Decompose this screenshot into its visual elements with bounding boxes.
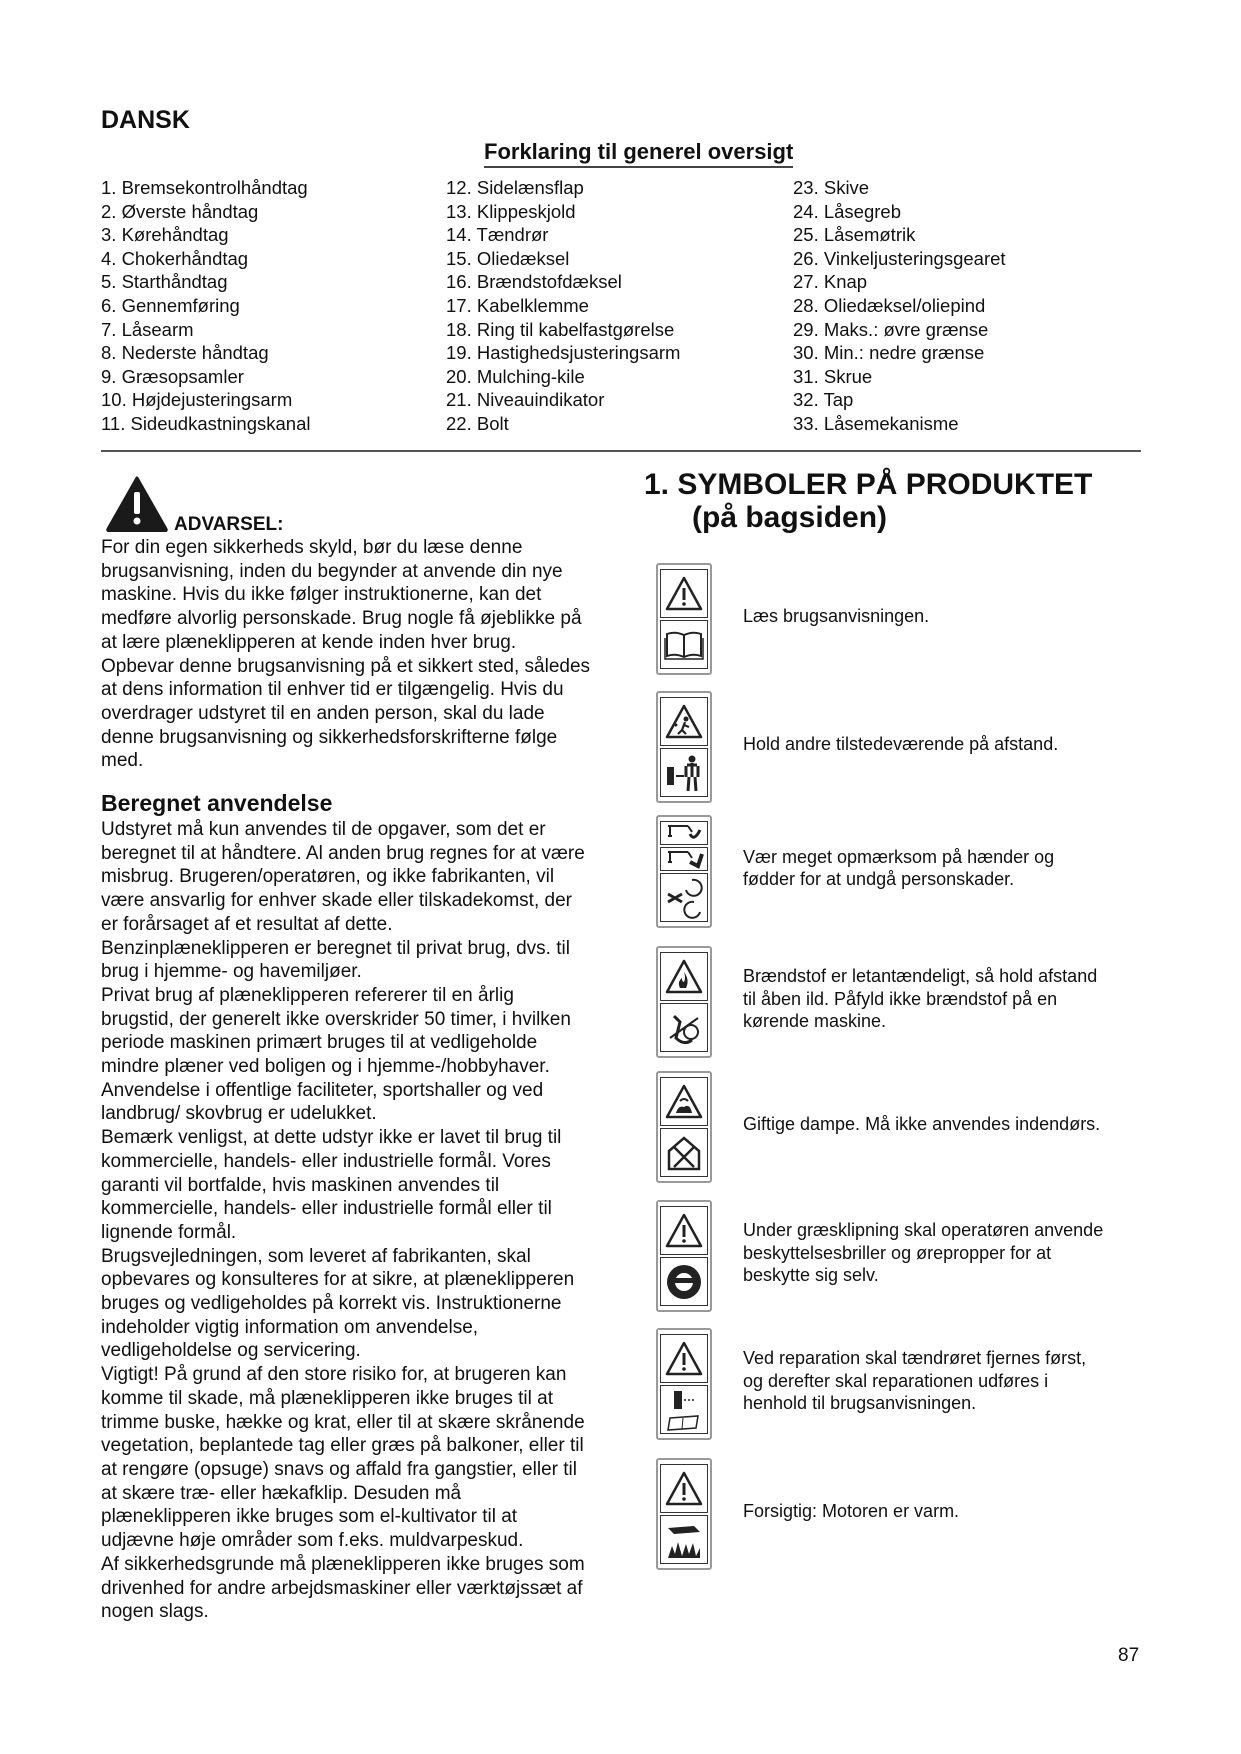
legend-item: 16. Brændstofdæksel [446, 271, 622, 293]
legend-item: 19. Hastighedsjusteringsarm [446, 342, 681, 364]
text-line: Brugsvejledningen, som leveret af fabrikanten, skal [101, 1245, 531, 1267]
text-line: kørende maskine. [743, 1011, 887, 1032]
text-line: overdrager udstyret til en anden person, skal du lade [101, 702, 545, 724]
text-line: Bemærk venligst, at dette udstyr ikke er lavet til brug til [101, 1127, 562, 1149]
symbol-description [743, 965, 1097, 1032]
legend-item: 6. Gennemføring [101, 294, 240, 316]
text-line: Opbevar denne brugsanvisning på et sikkert sted, således [101, 655, 591, 677]
hot-surface-icon [660, 1515, 708, 1564]
text-line: plæneklipperen ikke bruges som el-kultivator til at [101, 1506, 518, 1528]
text-line: misbrug. Brugeren/operatøren, og ikke fabrikanten, vil [101, 866, 555, 888]
legend-item: 27. Knap [793, 271, 868, 293]
warning-triangle-icon [660, 1334, 708, 1383]
text-line: kommercielle, handels- eller industrielle formål. Vores [101, 1150, 551, 1172]
legend-item: 20. Mulching-kile [446, 365, 585, 387]
text-line: Ved reparation skal tændrøret fjernes først, [743, 1348, 1087, 1369]
text-line: at skære træ- eller hækafklip. Desuden må [101, 1482, 462, 1504]
legend-item: 14. Tændrør [446, 224, 549, 246]
warning-triangle-icon [660, 1206, 708, 1255]
text-line: mindre plæner ved boligen og i hjemme-/hobbyhaver. [101, 1056, 550, 1078]
text-line: garanti vil bortfalde, hvis maskinen anvendes til [101, 1174, 500, 1196]
warning-label: ADVARSEL: [174, 514, 284, 535]
warning-triangle-icon [106, 476, 168, 532]
legend-item: 8. Nederste håndtag [101, 342, 269, 364]
legend-column-2 [446, 176, 680, 436]
text-line: indeholder vigtig information om anvendelse, [101, 1316, 479, 1338]
intended-use-heading: Beregnet anvendelse [101, 790, 333, 816]
symbol-description [743, 1500, 959, 1522]
rotating-blade-icon [660, 873, 708, 922]
text-line: Under græsklipning skal operatøren anvende [743, 1220, 1104, 1241]
text-line: Udstyret må kun anvendes til de opgaver, som det er [101, 819, 546, 840]
text-line: udjævne høje områder som f.eks. muldvarpeskud. [101, 1530, 524, 1552]
legend-item: 18. Ring til kabelfastgørelse [446, 318, 675, 340]
symbol-description [743, 1113, 1100, 1135]
text-line: maskine. Hvis du ikke følger instruktionerne, kan det [101, 584, 542, 606]
intended-use-text [101, 818, 585, 1624]
text-line: denne brugsanvisning og sikkerhedsforskrifterne følge [101, 726, 558, 748]
symbol-icon-group [656, 1071, 712, 1183]
text-line: Privat brug af plæneklipperen refererer til en årlig [101, 984, 514, 1006]
legend-item: 5. Starthåndtag [101, 271, 228, 293]
text-line: kommercielle, handels- eller industrielle formål eller til [101, 1198, 552, 1220]
spark-plug-manual-icon [660, 1385, 708, 1434]
text-line: Benzinplæneklipperen er beregnet til privat brug, dvs. til [101, 937, 570, 959]
legend-item: 4. Chokerhåndtag [101, 247, 249, 269]
text-line: lignende formål. [101, 1221, 237, 1243]
legend-item: 10. Højdejusteringsarm [101, 389, 293, 411]
legend-item: 22. Bolt [446, 412, 509, 434]
text-line: fødder for at undgå personskader. [743, 869, 1015, 889]
symbols-title-line1: 1. SYMBOLER PÅ PRODUKTET [644, 468, 1093, 501]
legend-title: Forklaring til generel oversigt [484, 139, 793, 168]
text-line: medføre alvorlig personskade. Brug nogle få øjeblikke på [101, 608, 582, 630]
legend-item: 12. Sidelænsflap [446, 177, 584, 198]
text-line: henhold til brugsanvisningen. [743, 1393, 977, 1414]
legend-item: 33. Låsemekanisme [793, 412, 959, 434]
section-divider [101, 450, 1141, 452]
text-line: nogen slags. [101, 1601, 209, 1623]
legend-item: 11. Sideudkastningskanal [101, 412, 311, 434]
text-line: brugstid, der generelt ikke overskrider 50 timer, i hvilken [101, 1008, 571, 1030]
text-line: vegetation, beplantede tag eller græs på balkoner, eller til [101, 1435, 584, 1457]
text-line: Forsigtig: Motoren er varm. [743, 1500, 960, 1521]
text-line: beskytte sig selv. [743, 1265, 879, 1286]
legend-item: 30. Min.: nedre grænse [793, 342, 985, 364]
text-line: Af sikkerhedsgrunde må plæneklipperen ikke bruges som [101, 1553, 585, 1575]
symbol-description [743, 605, 929, 627]
text-line: at lære plæneklipperen at kende inden hver brug. [101, 631, 517, 653]
legend-item: 3. Kørehåndtag [101, 224, 229, 246]
symbol-icon-group [656, 946, 712, 1058]
text-line: og derefter skal reparationen udføres i [743, 1370, 1049, 1391]
text-line: at rengøre (opsuge) snavs og affald fra gangstier, eller til [101, 1458, 577, 1480]
symbol-icon-group [656, 1458, 712, 1570]
legend-item: 29. Maks.: øvre grænse [793, 318, 989, 340]
legend-item: 24. Låsegreb [793, 200, 902, 222]
symbol-icon-group [656, 815, 712, 928]
toxic-fumes-icon [660, 1077, 708, 1126]
keep-distance-icon [660, 748, 708, 797]
symbol-icon-group [656, 1200, 712, 1312]
text-line: Vigtigt! På grund af den store risiko for, at brugeren kan [101, 1364, 567, 1386]
symbol-icon-group [656, 563, 712, 675]
legend-item: 17. Kabelklemme [446, 294, 589, 316]
legend-item: 31. Skrue [793, 365, 873, 387]
text-line: Brændstof er letantændeligt, så hold afstand [743, 966, 1098, 987]
warning-triangle-icon [660, 1464, 708, 1513]
thrown-objects-icon [660, 697, 708, 746]
symbols-title-line2: (på bagsiden) [692, 501, 888, 534]
symbol-icon-group [656, 691, 712, 803]
text-line: beskyttelsesbriller og ørepropper for at [743, 1242, 1052, 1263]
warning-triangle-icon [660, 569, 708, 618]
symbols-title [644, 468, 1092, 534]
text-line: brug i hjemme- og havemiljøer. [101, 961, 362, 983]
text-line: bruges og vedligeholdes på korrekt vis. Instruktionerne [101, 1293, 562, 1315]
book-icon [660, 620, 708, 669]
warning-text [101, 536, 590, 773]
text-line: trimme buske, hække og krat, eller til at skære skrånende [101, 1411, 585, 1433]
text-line: Anvendelse i offentlige faciliteter, sportshaller og ved [101, 1079, 544, 1101]
text-line: Hold andre tilstedeværende på afstand. [743, 733, 1059, 754]
legend-column-3 [793, 176, 1006, 436]
legend-item: 7. Låsearm [101, 318, 194, 340]
text-line: periode maskinen primært bruges til at vedligeholde [101, 1032, 538, 1054]
text-line: at dens information til enhver tid er tilgængelig. Hvis du [101, 679, 564, 701]
text-line: vedligeholdelse og servicering. [101, 1340, 361, 1362]
text-line: Giftige dampe. Må ikke anvendes indendørs. [743, 1113, 1101, 1134]
text-line: brugsanvisning, inden du begynder at anvende din nye [101, 560, 563, 582]
text-line: opbevares og konsulteres for at sikre, at plæneklipperen [101, 1269, 575, 1291]
legend-item: 15. Oliedæksel [446, 247, 570, 269]
symbol-description [743, 1347, 1086, 1414]
language-heading: DANSK [101, 106, 190, 134]
legend-item: 23. Skive [793, 177, 870, 198]
text-line: være ansvarlig for enhver skade eller tilskadekomst, der [101, 890, 572, 912]
legend-item: 9. Græsopsamler [101, 365, 244, 387]
hand-cut-icon [660, 821, 708, 845]
text-line: beregnet til at håndtere. Al anden brug regnes for at være [101, 842, 585, 864]
no-indoor-icon [660, 1128, 708, 1177]
text-line: komme til skade, må plæneklipperen ikke bruges til at [101, 1387, 553, 1409]
foot-cut-icon [660, 847, 708, 871]
legend-item: 21. Niveauindikator [446, 389, 605, 411]
legend-column-1 [101, 176, 310, 436]
legend-item: 1. Bremsekontrolhåndtag [101, 177, 308, 198]
text-line: med. [101, 750, 144, 772]
page-number: 87 [1118, 1645, 1140, 1666]
text-line: er forårsaget af et resultat af dette. [101, 913, 393, 935]
legend-item: 2. Øverste håndtag [101, 200, 259, 222]
legend-item: 26. Vinkeljusteringsgearet [793, 247, 1006, 269]
symbol-description [743, 846, 1054, 891]
symbol-description [743, 1219, 1103, 1286]
no-refuel-icon [660, 1003, 708, 1052]
fire-warning-icon [660, 952, 708, 1001]
text-line: drivenhed for andre arbejdsmaskiner eller værktøjssæt af [101, 1577, 583, 1599]
ear-eye-protection-icon [660, 1257, 708, 1306]
text-line: Vær meget opmærksom på hænder og [743, 846, 1055, 867]
text-line: Læs brugsanvisningen. [743, 605, 930, 626]
symbol-description [743, 733, 1058, 755]
symbol-icon-group [656, 1328, 712, 1440]
legend-item: 28. Oliedæksel/oliepind [793, 294, 986, 316]
text-line: til åben ild. Påfyld ikke brændstof på en [743, 988, 1058, 1009]
legend-item: 32. Tap [793, 389, 854, 411]
text-line: landbrug/ skovbrug er udelukket. [101, 1103, 377, 1125]
legend-item: 25. Låsemøtrik [793, 224, 916, 246]
legend-item: 13. Klippeskjold [446, 200, 576, 222]
text-line: For din egen sikkerheds skyld, bør du læse denne [101, 537, 523, 558]
